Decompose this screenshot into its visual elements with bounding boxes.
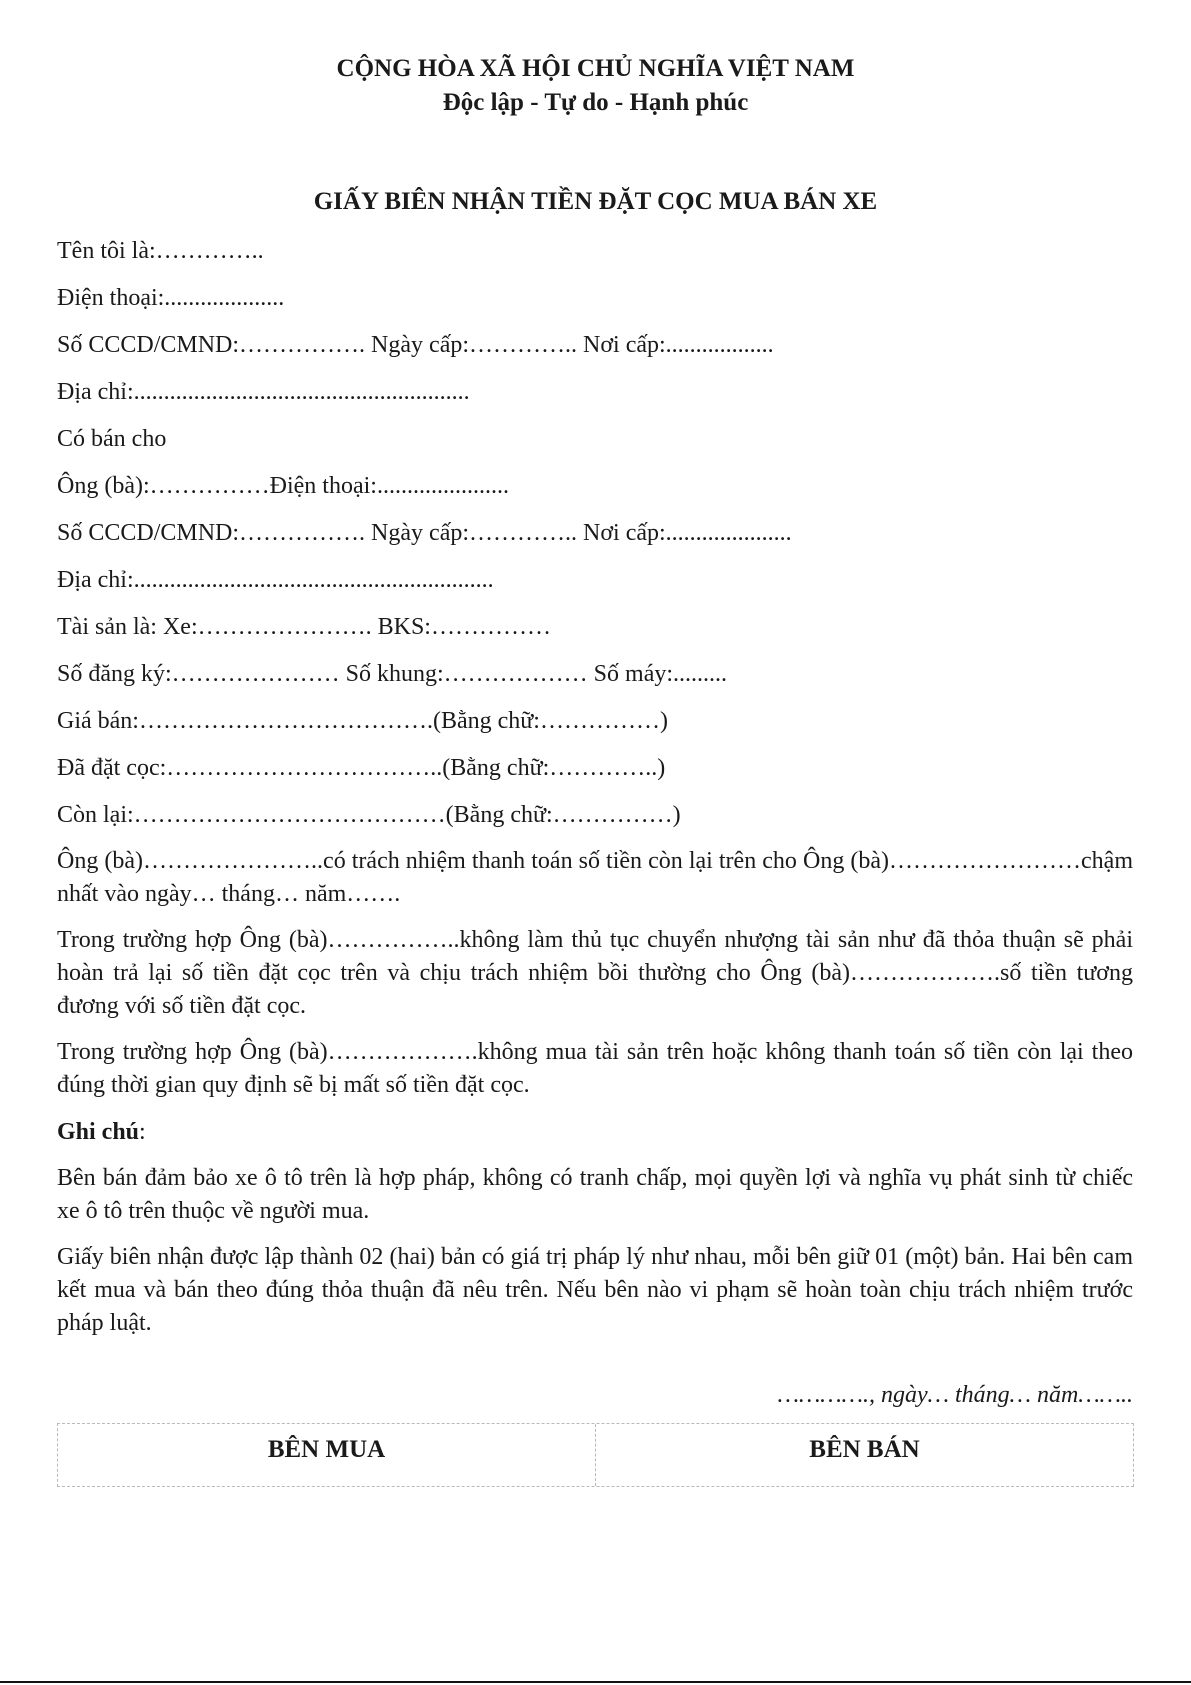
asset-deposit-line: Đã đặt cọc:……………………………..(Bằng chữ:…………..) <box>57 755 666 781</box>
signature-table <box>57 1423 1134 1487</box>
country-name: CỘNG HÒA XÃ HỘI CHỦ NGHĨA VIỆT NAM <box>336 55 855 82</box>
notes-heading: Ghi chú <box>57 1119 140 1145</box>
national-header <box>0 52 1191 120</box>
notes-colon: : <box>139 1119 146 1145</box>
seller-breach-clause: Trong trường hợp Ông (bà)……………..không làm thủ tục chuyển nhượng tài sản như đã thỏa thuận sẽ phải hoàn trả lại số tiền đặt cọc trên và chịu trách nhiệm bồi thường cho Ông (bà)……………….số tiền tương đương với số tiền đặt cọc. <box>57 927 1133 1019</box>
asset-price-line: Giá bán:……………………………….(Bằng chữ:……………) <box>57 708 668 734</box>
buyer-id-line: Số CCCD/CMND:……………. Ngày cấp:………….. Nơi cấp:..................... <box>57 520 792 546</box>
buyer-name-phone-line: Ông (bà):……………Điện thoại:...................... <box>57 473 509 499</box>
payment-clause: Ông (bà)…………………..có trách nhiệm thanh toán số tiền còn lại trên cho Ông (bà)……………………chậm nhất vào ngày… tháng… năm……. <box>57 848 1133 907</box>
seller-signature-heading: BÊN BÁN <box>595 1424 1133 1486</box>
note-copies: Giấy biên nhận được lập thành 02 (hai) bản có giá trị pháp lý như nhau, mỗi bên giữ 01 (một) bản. Hai bên cam kết mua và bán theo đúng thỏa thuận đã nêu trên. Nếu bên nào vi phạm sẽ hoàn toàn chịu trách nhiệm trước pháp luật. <box>57 1244 1133 1336</box>
note-warranty: Bên bán đảm bảo xe ô tô trên là hợp pháp, không có tranh chấp, mọi quyền lợi và nghĩa vụ phát sinh từ chiếc xe ô tô trên thuộc về người mua. <box>57 1165 1133 1224</box>
buyer-address-line: Địa chỉ:............................................................ <box>57 567 494 593</box>
document-title: GIẤY BIÊN NHẬN TIỀN ĐẶT CỌC MUA BÁN XE <box>313 188 878 215</box>
national-motto: Độc lập - Tự do - Hạnh phúc <box>442 89 749 116</box>
date-place-line: …………., ngày… tháng… năm…….. <box>777 1382 1133 1408</box>
document-body <box>57 234 1133 1353</box>
asset-vehicle-line: Tài sản là: Xe:…………………. BKS:…………… <box>57 614 551 640</box>
buyer-breach-clause: Trong trường hợp Ông (bà)……………….không mua tài sản trên hoặc không thanh toán số tiền còn lại theo đúng thời gian quy định sẽ bị mất số tiền đặt cọc. <box>57 1039 1133 1098</box>
seller-id-line: Số CCCD/CMND:……………. Ngày cấp:………….. Nơi cấp:.................. <box>57 332 774 358</box>
page-bottom-rule <box>0 1681 1191 1683</box>
seller-address-line: Địa chỉ:........................................................ <box>57 379 470 405</box>
asset-registration-line: Số đăng ký:………………… Số khung:……………… Số máy:......... <box>57 661 728 687</box>
buyer-signature-heading: BÊN MUA <box>267 1436 386 1463</box>
asset-remaining-line: Còn lại:…………………………………(Bằng chữ:……………) <box>57 802 681 828</box>
seller-phone-line: Điện thoại:.................... <box>57 285 285 311</box>
notes-heading-line <box>57 1115 1133 1149</box>
sold-to-line: Có bán cho <box>57 426 167 452</box>
seller-name-line: Tên tôi là:………….. <box>57 238 264 264</box>
